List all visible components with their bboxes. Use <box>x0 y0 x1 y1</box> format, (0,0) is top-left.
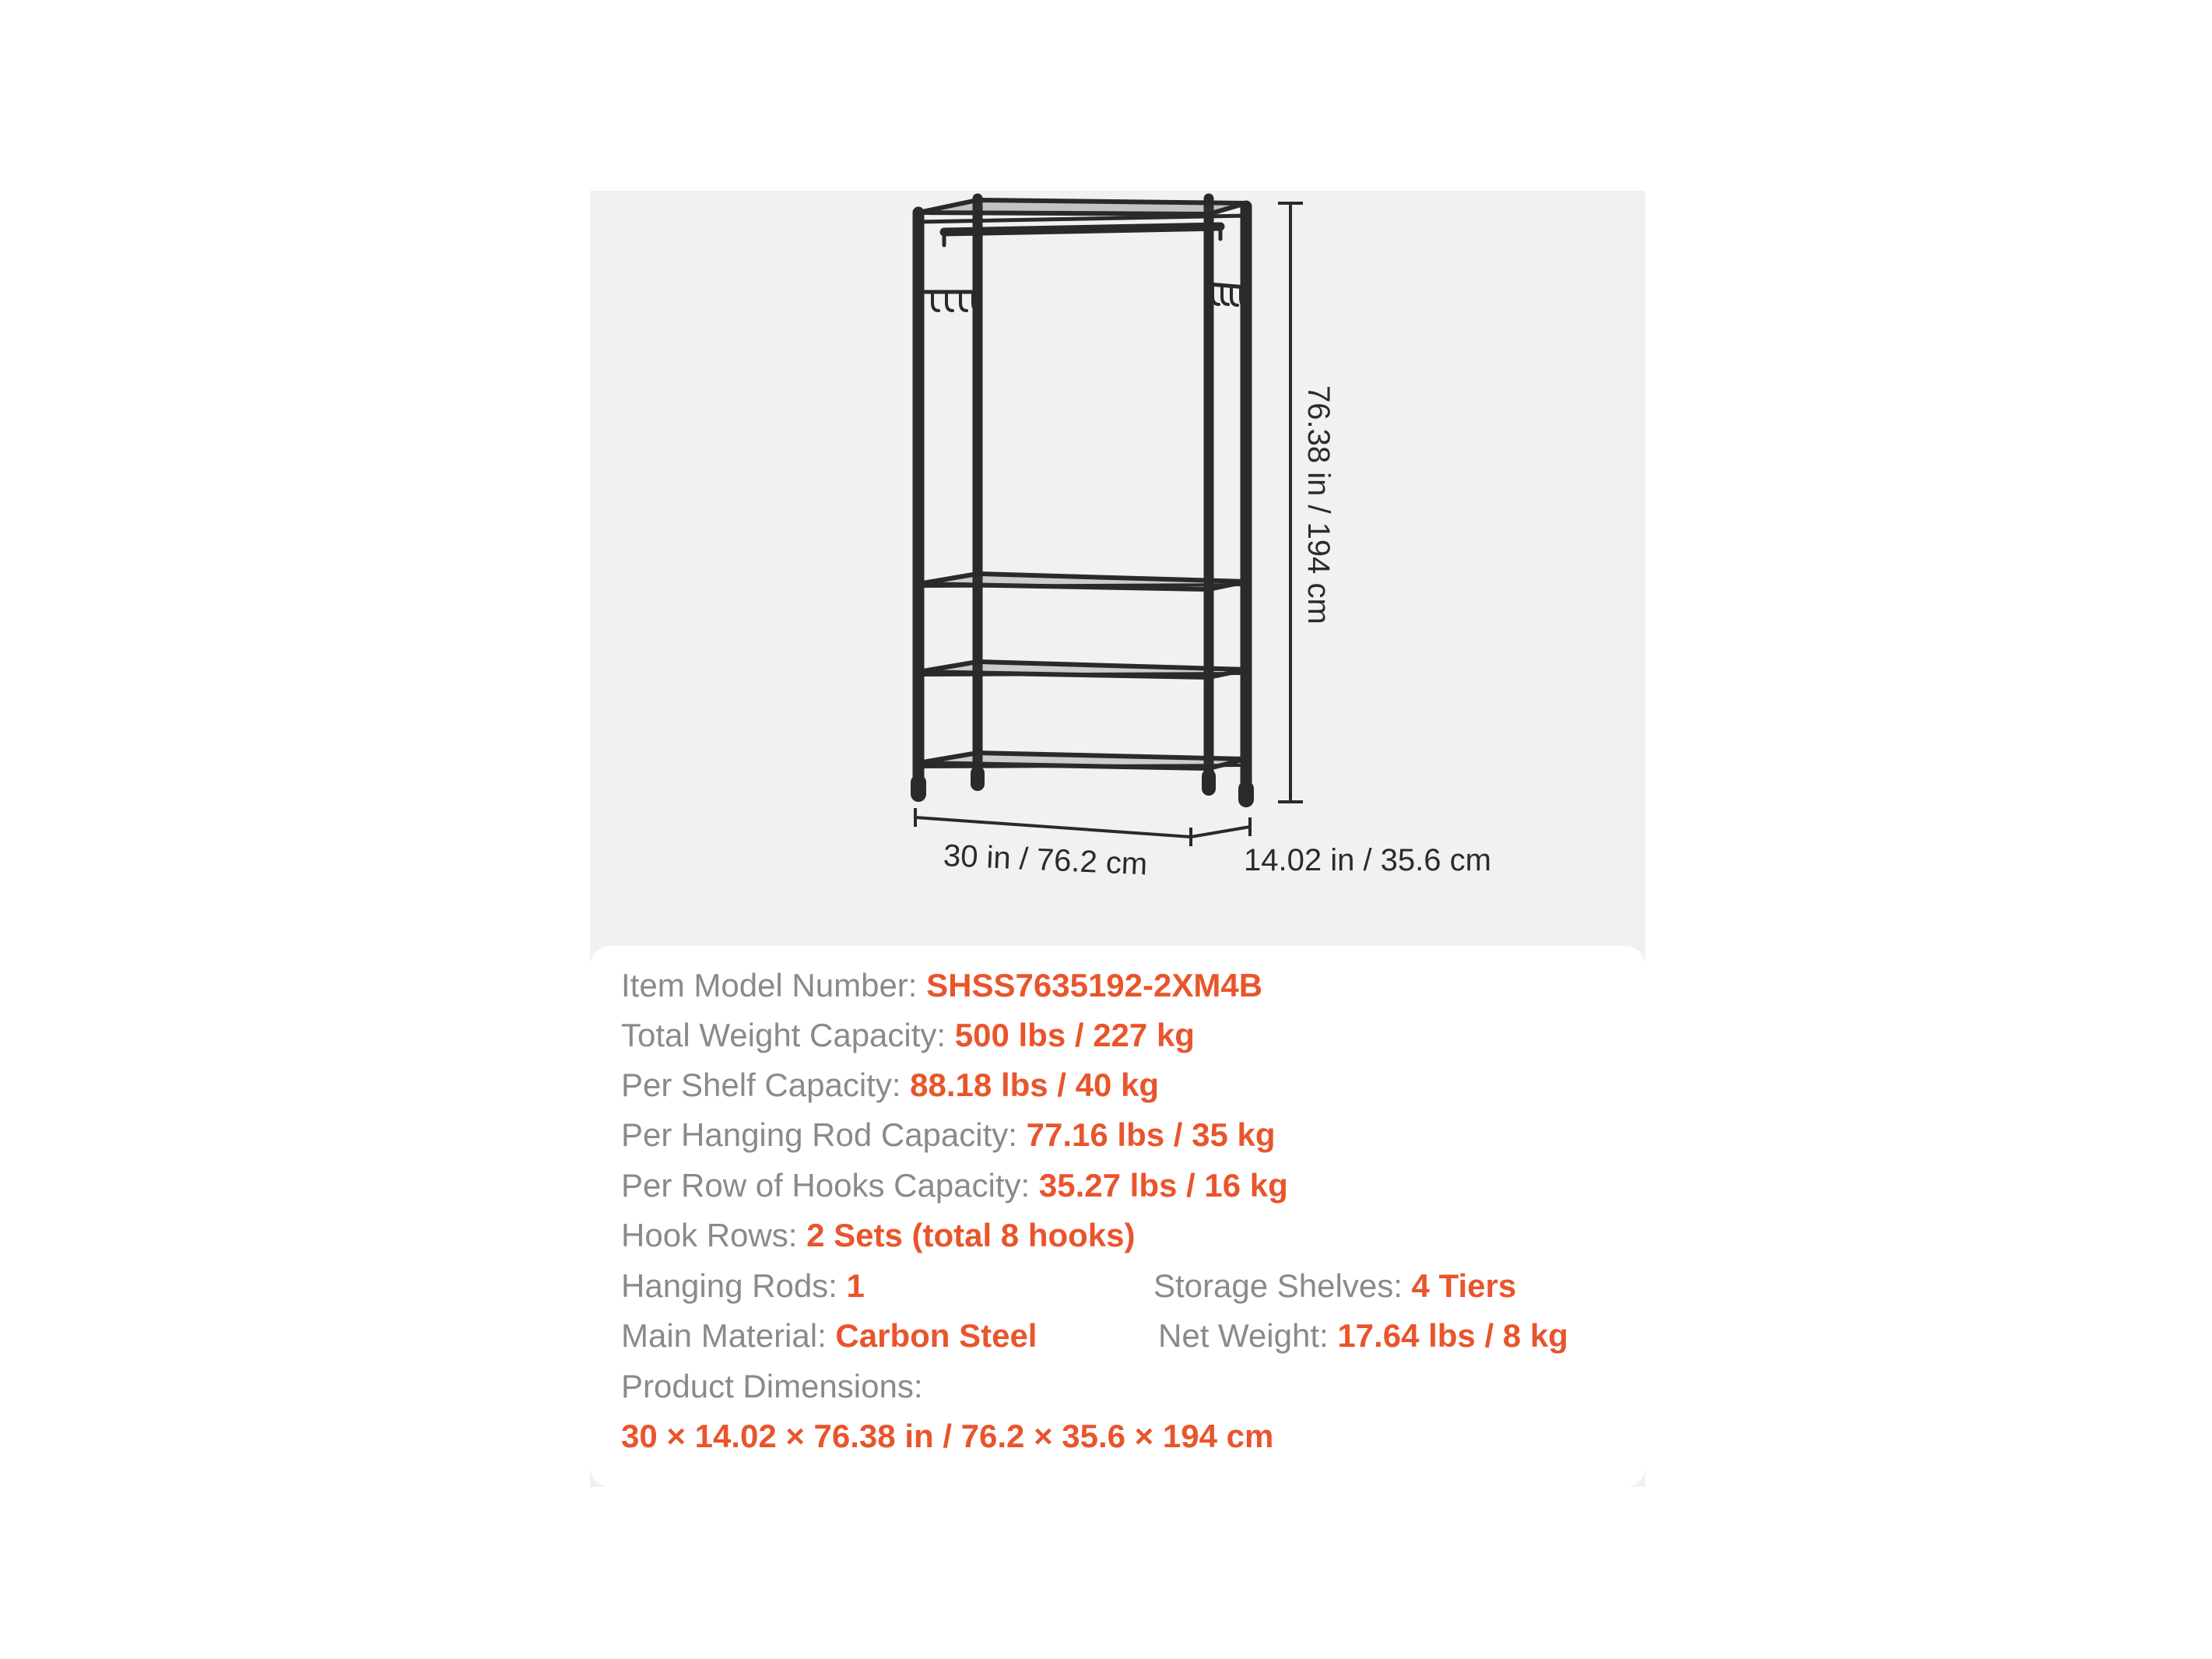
spec-label: Item Model Number: <box>621 967 927 1003</box>
spec-value: 88.18 lbs / 40 kg <box>910 1067 1160 1103</box>
spec-label: Per Shelf Capacity: <box>621 1067 911 1103</box>
clothing-rack-illustration <box>590 191 1645 946</box>
product-panel <box>590 191 1645 1487</box>
spec-label: Total Weight Capacity: <box>621 1017 955 1053</box>
product-figure <box>590 191 1645 946</box>
spec-rod-capacity <box>621 1116 1276 1153</box>
spec-main-material <box>621 1317 1038 1354</box>
spec-value: 4 Tiers <box>1411 1267 1517 1304</box>
spec-value: Carbon Steel <box>835 1317 1038 1354</box>
spec-label: Storage Shelves: <box>1153 1267 1412 1304</box>
spec-shelf-capacity <box>621 1069 1159 1102</box>
spec-label: Hook Rows: <box>621 1217 807 1253</box>
spec-value: 1 <box>846 1267 865 1304</box>
spec-label: Product Dimensions: <box>621 1368 923 1404</box>
spec-hanging-rods <box>621 1267 865 1304</box>
spec-label: Net Weight: <box>1158 1317 1338 1354</box>
spec-value: SHSS7635192-2XM4B <box>926 967 1263 1003</box>
depth-dimension-label: 14.02 in / 35.6 cm <box>1244 843 1491 877</box>
spec-label: Hanging Rods: <box>621 1267 847 1304</box>
spec-label: Per Row of Hooks Capacity: <box>621 1167 1039 1204</box>
spec-label: Per Hanging Rod Capacity: <box>621 1116 1027 1153</box>
height-dimension-label: 76.38 in / 194 cm <box>1301 385 1336 624</box>
spec-card <box>590 946 1645 1487</box>
spec-product-dimensions-label <box>621 1370 923 1403</box>
spec-hooks-capacity <box>621 1169 1288 1202</box>
spec-value: 500 lbs / 227 kg <box>954 1017 1195 1053</box>
spec-product-dimensions-value: 30 × 14.02 × 76.38 in / 76.2 × 35.6 × 194 cm <box>621 1418 1274 1454</box>
spec-net-weight <box>1158 1317 1568 1354</box>
spec-model <box>621 969 1262 1002</box>
spec-total-capacity <box>621 1019 1195 1052</box>
spec-value: 35.27 lbs / 16 kg <box>1038 1167 1288 1204</box>
spec-hook-rows <box>621 1219 1136 1252</box>
spec-value: 17.64 lbs / 8 kg <box>1337 1317 1568 1354</box>
spec-value: 77.16 lbs / 35 kg <box>1026 1116 1276 1153</box>
spec-label: Main Material: <box>621 1317 836 1354</box>
spec-value: 2 Sets (total 8 hooks) <box>806 1217 1136 1253</box>
spec-storage-shelves <box>1153 1267 1517 1304</box>
width-dimension-label: 30 in / 76.2 cm <box>943 838 1149 882</box>
